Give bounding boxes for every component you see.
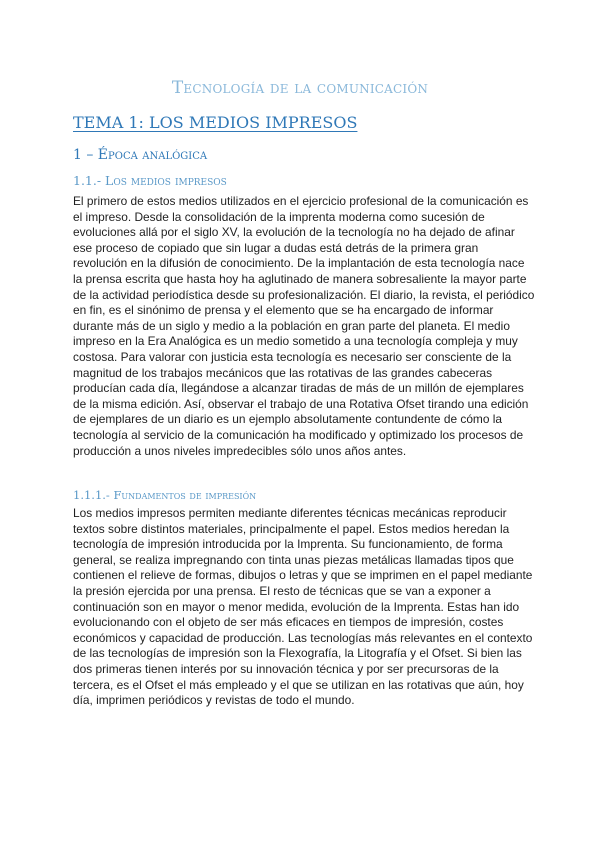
- paragraph-medios-impresos: El primero de estos medios utilizados en el ejercicio profesional de la comunicación es el impreso. Desde la consolidación de la imprenta moderna como sucesión de evoluciones allá por el siglo XV, la evolución de la tecnología no ha dejado de afinar ese proceso de copiado que sin lugar a dudas está detrás de la primera gran revolución en la difusión de conocimiento. De la implantación de esta tecnología nace la prensa escrita que hasta hoy ha aglutinado de manera sobresaliente la mayor parte de la actividad periodística desde su profesionalización. El diario, la revista, el periódico en fin, es el sinónimo de prensa y el elemento que se ha encargado de informar durante más de un siglo y medio a la población en gran parte del planeta. El medio impreso en la Era Analógica es un medio sometido a una tecnología compleja y muy costosa. Para valorar con justicia esta tecnología es necesario ser consciente de la magnitud de los trabajos mecánicos que las rotativas de las grandes cabeceras producían cada día, llegándose a alcanzar tiradas de más de un millón de ejemplares de la misma edición. Así, observar el trabajo de una Rotativa Ofset tirando una edición de ejemplares de un diario es un ejemplo absolutamente contundente de cómo la tecnología al servicio de la comunicación ha modificado y optimizado los procesos de producción a unos niveles impredecibles sólo unos años antes.: [73, 194, 535, 458]
- paragraph-fundamentos-impresion: Los medios impresos permiten mediante diferentes técnicas mecánicas reproducir textos sobre distintos materiales, principalmente el papel. Estos medios heredan la tecnología de impresión introducida por la Imprenta. Su funcionamiento, de forma general, se realiza impregnando con tinta unas piezas metálicas llamadas tipos que contienen el relieve de formas, dibujos o letras y que se imprimen en el papel mediante la presión ejercida por una prensa. El resto de técnicas que se van a exponer a continuación son en mayor o menor medida, evolución de la Imprenta. Estas han ido evolucionando con el objeto de ser más eficaces en tiempos de impresión, costes económicos y capacidad de producción. Las tecnologías más relevantes en el contexto de las tecnologías de impresión son la Flexografía, la Litografía y el Ofset. Si bien las dos primeras tienen interés por su innovación técnica y por ser precursoras de la tercera, es el Ofset el más empleado y el que se utilizan en las rotativas que aún, hoy día, imprimen periódicos y revistas de todo el mundo.: [73, 506, 533, 708]
- document-title: Tecnología de la comunicación: [171, 78, 429, 98]
- tema-heading: TEMA 1: LOS MEDIOS IMPRESOS: [73, 113, 358, 132]
- subsection-heading-1-1: 1.1.- Los medios impresos: [73, 173, 227, 188]
- subsection-heading-1-1-1: 1.1.1.- Fundamentos de impresión: [73, 488, 257, 502]
- section-heading-1: 1 – Época analógica: [73, 147, 208, 163]
